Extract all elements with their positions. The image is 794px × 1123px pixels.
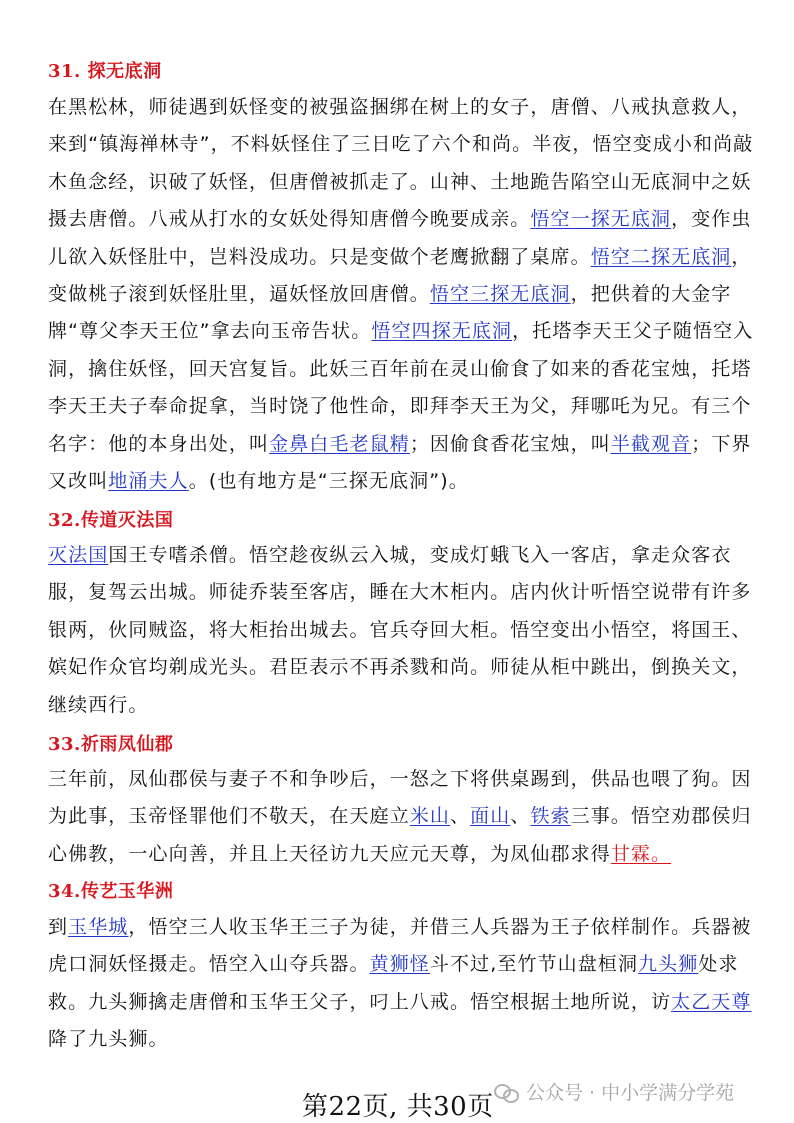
body-text: 三事。悟空劝郡侯归心佛教，一心向善，并且上天径访九天应元天尊，为凤仙郡求得 xyxy=(48,805,752,865)
term-link[interactable]: 半截观音 xyxy=(610,432,692,455)
term-link[interactable]: 面山 xyxy=(470,805,511,828)
body-text: 处求救。九头狮擒走唐僧和玉华王父子，叼上八戒。悟空根据土地所说，访 xyxy=(48,953,739,1013)
section-body-34 xyxy=(48,909,760,1059)
body-text: 、 xyxy=(450,805,471,828)
body-text: 、 xyxy=(510,805,531,828)
watermark-text: 公众号 · 中小学满分学苑 xyxy=(526,1082,735,1104)
body-text: ；下界又改叫 xyxy=(48,432,752,493)
term-link[interactable]: 悟空三探无底洞 xyxy=(429,283,571,306)
section-title-32: 32.传道灭法国 xyxy=(48,510,174,531)
body-text: 在黑松林，师徒遇到妖怪变的被强盗捆绑在树上的女子，唐僧、八戒执意救人，来到“镇海禅林寺”，不料妖怪住了三日吃了六个和尚。半夜，悟空变成小和尚敲木鱼念经，识破了妖怪，但唐僧被抓走了。山神、土地跪告陷空山无底洞中之妖摄去唐僧。八戒从打水的女妖处得知唐僧今晚要成亲。 xyxy=(48,96,754,231)
section-body-31 xyxy=(48,89,760,500)
term-link[interactable]: 铁索 xyxy=(530,805,571,828)
term-link[interactable]: 甘霖。 xyxy=(610,842,672,865)
term-link[interactable]: 玉华城 xyxy=(68,916,129,938)
term-link[interactable]: 九头狮 xyxy=(638,953,699,976)
body-text: ，托塔李天王父子随悟空入洞，擒住妖怪，回天宫复旨。此妖三百年前在灵山偷食了如来的香花宝烛，托塔李天王夫子奉命捉拿，当时饶了他性命，即拜李天王为父，拜哪吒为兄。有三个名字：他的本身出处，叫 xyxy=(48,320,754,455)
term-link[interactable]: 黄狮怪 xyxy=(369,953,430,976)
section-body-32 xyxy=(48,537,760,724)
body-text: 。(也有地方是“三探无底洞”)。 xyxy=(188,470,469,493)
term-link[interactable]: 地涌夫人 xyxy=(108,470,189,493)
term-link[interactable]: 米山 xyxy=(409,805,451,828)
body-text: 到 xyxy=(48,916,69,938)
term-link[interactable]: 悟空四探无底洞 xyxy=(371,320,513,343)
section-title-34: 34.传艺玉华洲 xyxy=(48,881,174,902)
wechat-icon xyxy=(494,1082,520,1102)
body-text: ，变作虫儿欲入妖怪肚中，岂料没成功。只是变做个老鹰掀翻了桌席。 xyxy=(48,208,752,268)
body-text: 斗不过,至竹节山盘桓洞 xyxy=(429,953,639,976)
body-text: 降了九头狮。 xyxy=(48,1028,169,1051)
term-link[interactable]: 灭法国 xyxy=(48,544,109,566)
term-link[interactable]: 悟空二探无底洞 xyxy=(590,245,732,268)
term-link[interactable]: 太乙天尊 xyxy=(671,990,752,1013)
wechat-watermark xyxy=(494,1078,734,1105)
body-text: ，悟空三人收玉华王三子为徒，并借三人兵器为王子依样制作。兵器被虎口洞妖怪摄走。悟空入山夺兵器。 xyxy=(48,916,752,976)
body-text: ，变做桃子滚到妖怪肚里，逼妖怪放回唐僧。 xyxy=(48,245,752,306)
term-link[interactable]: 悟空一探无底洞 xyxy=(530,208,672,231)
term-link[interactable]: 金鼻白毛老鼠精 xyxy=(269,432,410,455)
section-title-33: 33.祈雨凤仙郡 xyxy=(48,734,174,755)
page-number: 第22页, 共30页 xyxy=(302,1092,494,1122)
section-body-33 xyxy=(48,761,760,873)
section-title-31: 31. 探无底洞 xyxy=(48,61,162,82)
body-text: ；因偷食香花宝烛，叫 xyxy=(409,432,611,455)
body-text: 三年前，凤仙郡侯与妻子不和争吵后，一怒之下将供桌踢到，供品也喂了狗。因为此事，玉帝怪罪他们不敬天，在天庭立 xyxy=(48,768,752,828)
body-text: ，把供着的大金字牌“尊父李天王位”拿去向玉帝告状。 xyxy=(48,283,732,343)
body-text: 国王专嗜杀僧。悟空趁夜纵云入城，变成灯蛾飞入一客店，拿走众客衣服，复驾云出城。师徒乔装至客店，睡在大木柜内。店内伙计听悟空说带有许多银两，伙同贼盗，将大柜抬出城去。官兵夺回大柜。悟空变出小悟空，将国王、嫔妃作众官均剃成光头。君臣表示不再杀戮和尚。师徒从柜中跳出，倒换关文，继续西行。 xyxy=(48,544,752,716)
